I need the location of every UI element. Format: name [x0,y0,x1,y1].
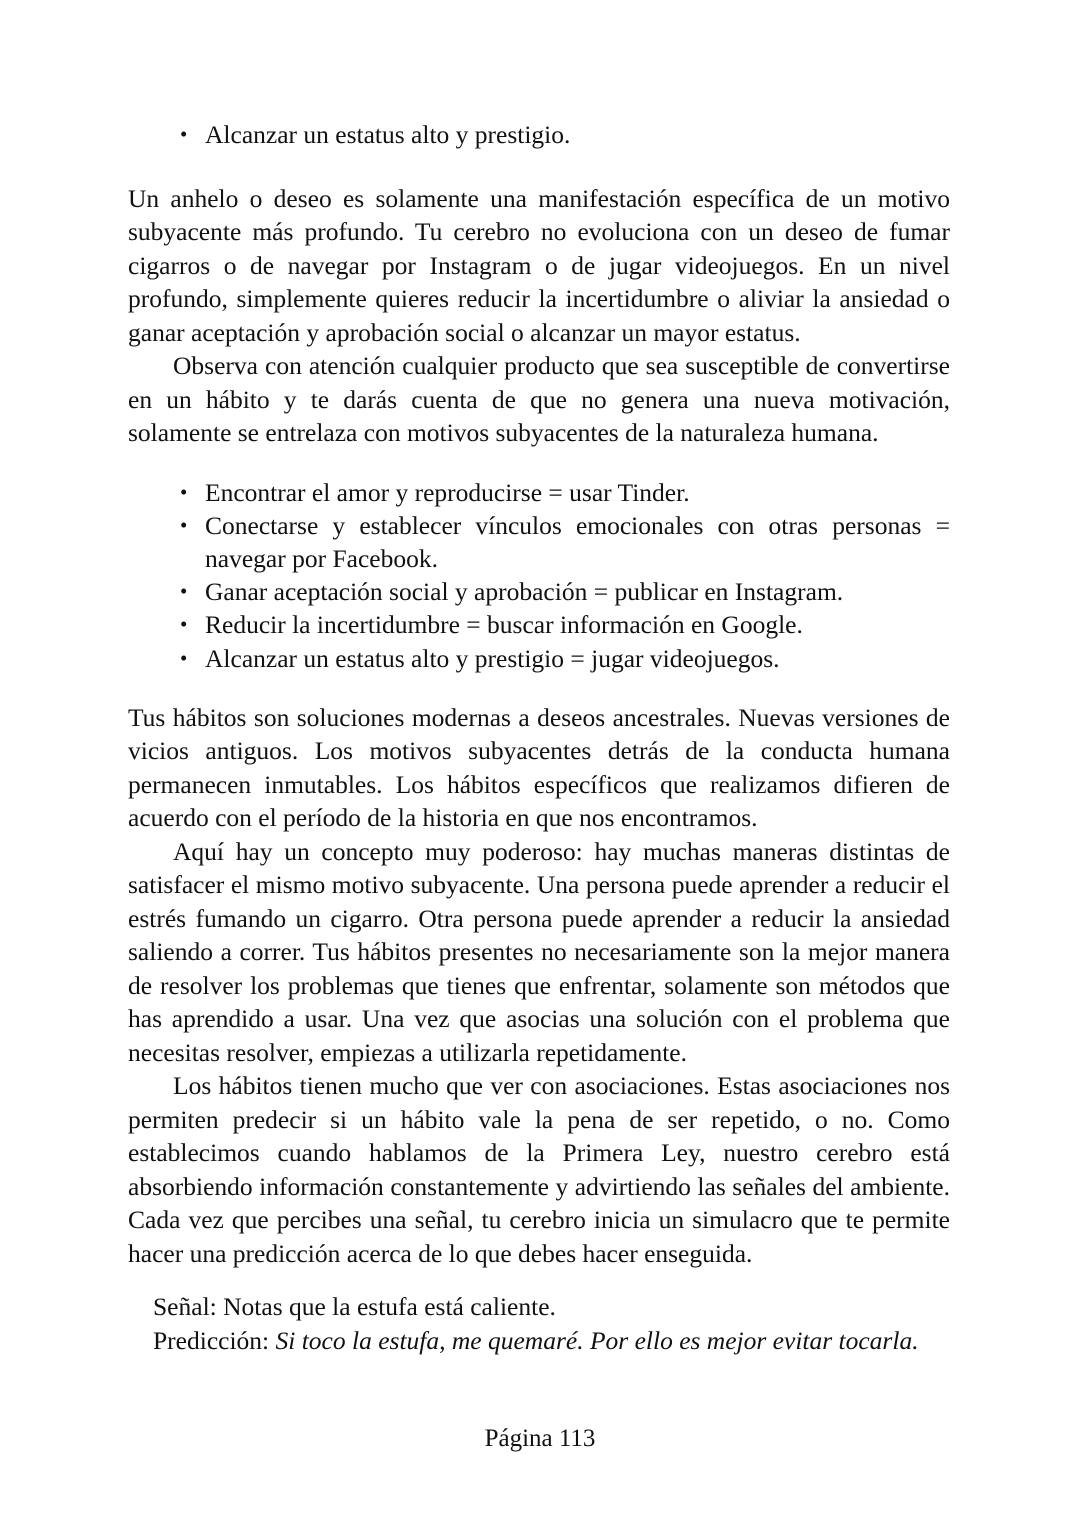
prediction-line [153,1324,950,1358]
top-bullet-list [128,118,950,152]
signal-prediction-block [153,1290,950,1358]
prediction-label: Predicción: [153,1326,270,1356]
signal-line [153,1290,950,1324]
paragraph-anhelo: Un anhelo o deseo es solamente una manifestación específica de un motivo subyacente más profundo. Tu cerebro no evoluciona con un deseo de fumar cigarros o de navegar por Instagram o de jugar videojuegos. En un nivel profundo, simplemente quieres reducir la incertidumbre o aliviar la ansiedad o ganar aceptación y aprobación social o alcanzar un mayor estatus. [128,183,950,347]
paragraph-concepto-poderoso: Aquí hay un concepto muy poderoso: hay muchas maneras distintas de satisfacer el mismo motivo subyacente. Una persona puede aprender a reducir el estrés fumando un cigarro. Otra persona puede aprender a reducir la ansiedad saliendo a correr. Tus hábitos presentes no necesariamente son la mejor manera de resolver los problemas que tienes que enfrentar, solamente son métodos que has aprendido a usar. Una vez que asocias una solución con el problema que necesitas resolver, empiezas a utilizarla repetidamente. [128,836,950,1067]
middle-bullet-list [128,476,950,675]
list-item: • Encontrar el amor y reproducirse = usar Tinder. [128,476,950,509]
spacer [128,450,950,476]
paragraph-observa: Observa con atención cualquier producto que sea susceptible de convertirse en un hábito y te darás cuenta de que no genera una nueva motivación, solamente se entrelaza con motivos subyacentes de la naturaleza humana. [128,351,950,447]
spacer [128,675,950,701]
list-item: • Alcanzar un estatus alto y prestigio = jugar videojuegos. [128,642,950,675]
signal-text: Notas que la estufa está caliente. [223,1292,556,1322]
page-number-label: Página 113 [484,1425,596,1452]
prediction-text: Si toco la estufa, me quemaré. Por ello es mejor evitar tocarla. [275,1326,919,1356]
list-item: • Ganar aceptación social y aprobación = publicar en Instagram. [128,575,950,608]
signal-label: Señal: [153,1292,217,1322]
paragraph-habitos-modernos: Tus hábitos son soluciones modernas a deseos ancestrales. Nuevas versiones de vicios antiguos. Los motivos subyacentes detrás de la conducta humana permanecen inmutables. Los hábitos específicos que realizamos difieren de acuerdo con el período de la historia en que nos encontramos. [128,702,950,833]
list-item: • Conectarse y establecer vínculos emocionales con otras personas = navegar por Facebook. [128,509,950,575]
list-item: • Alcanzar un estatus alto y prestigio. [128,118,950,152]
page-content [128,118,950,1358]
spacer [128,1270,950,1290]
paragraph-asociaciones: Los hábitos tienen mucho que ver con asociaciones. Estas asociaciones nos permiten predecir si un hábito vale la pena de ser repetido, o no. Como establecimos cuando hablamos de la Primera Ley, nuestro cerebro está absorbiendo información constantemente y advirtiendo las señales del ambiente. Cada vez que percibes una señal, tu cerebro inicia un simulacro que te permite hacer una predicción acerca de lo que debes hacer enseguida. [128,1071,950,1268]
list-item: • Reducir la incertidumbre = buscar información en Google. [128,608,950,641]
page-footer [0,1424,1080,1454]
spacer [128,152,950,182]
